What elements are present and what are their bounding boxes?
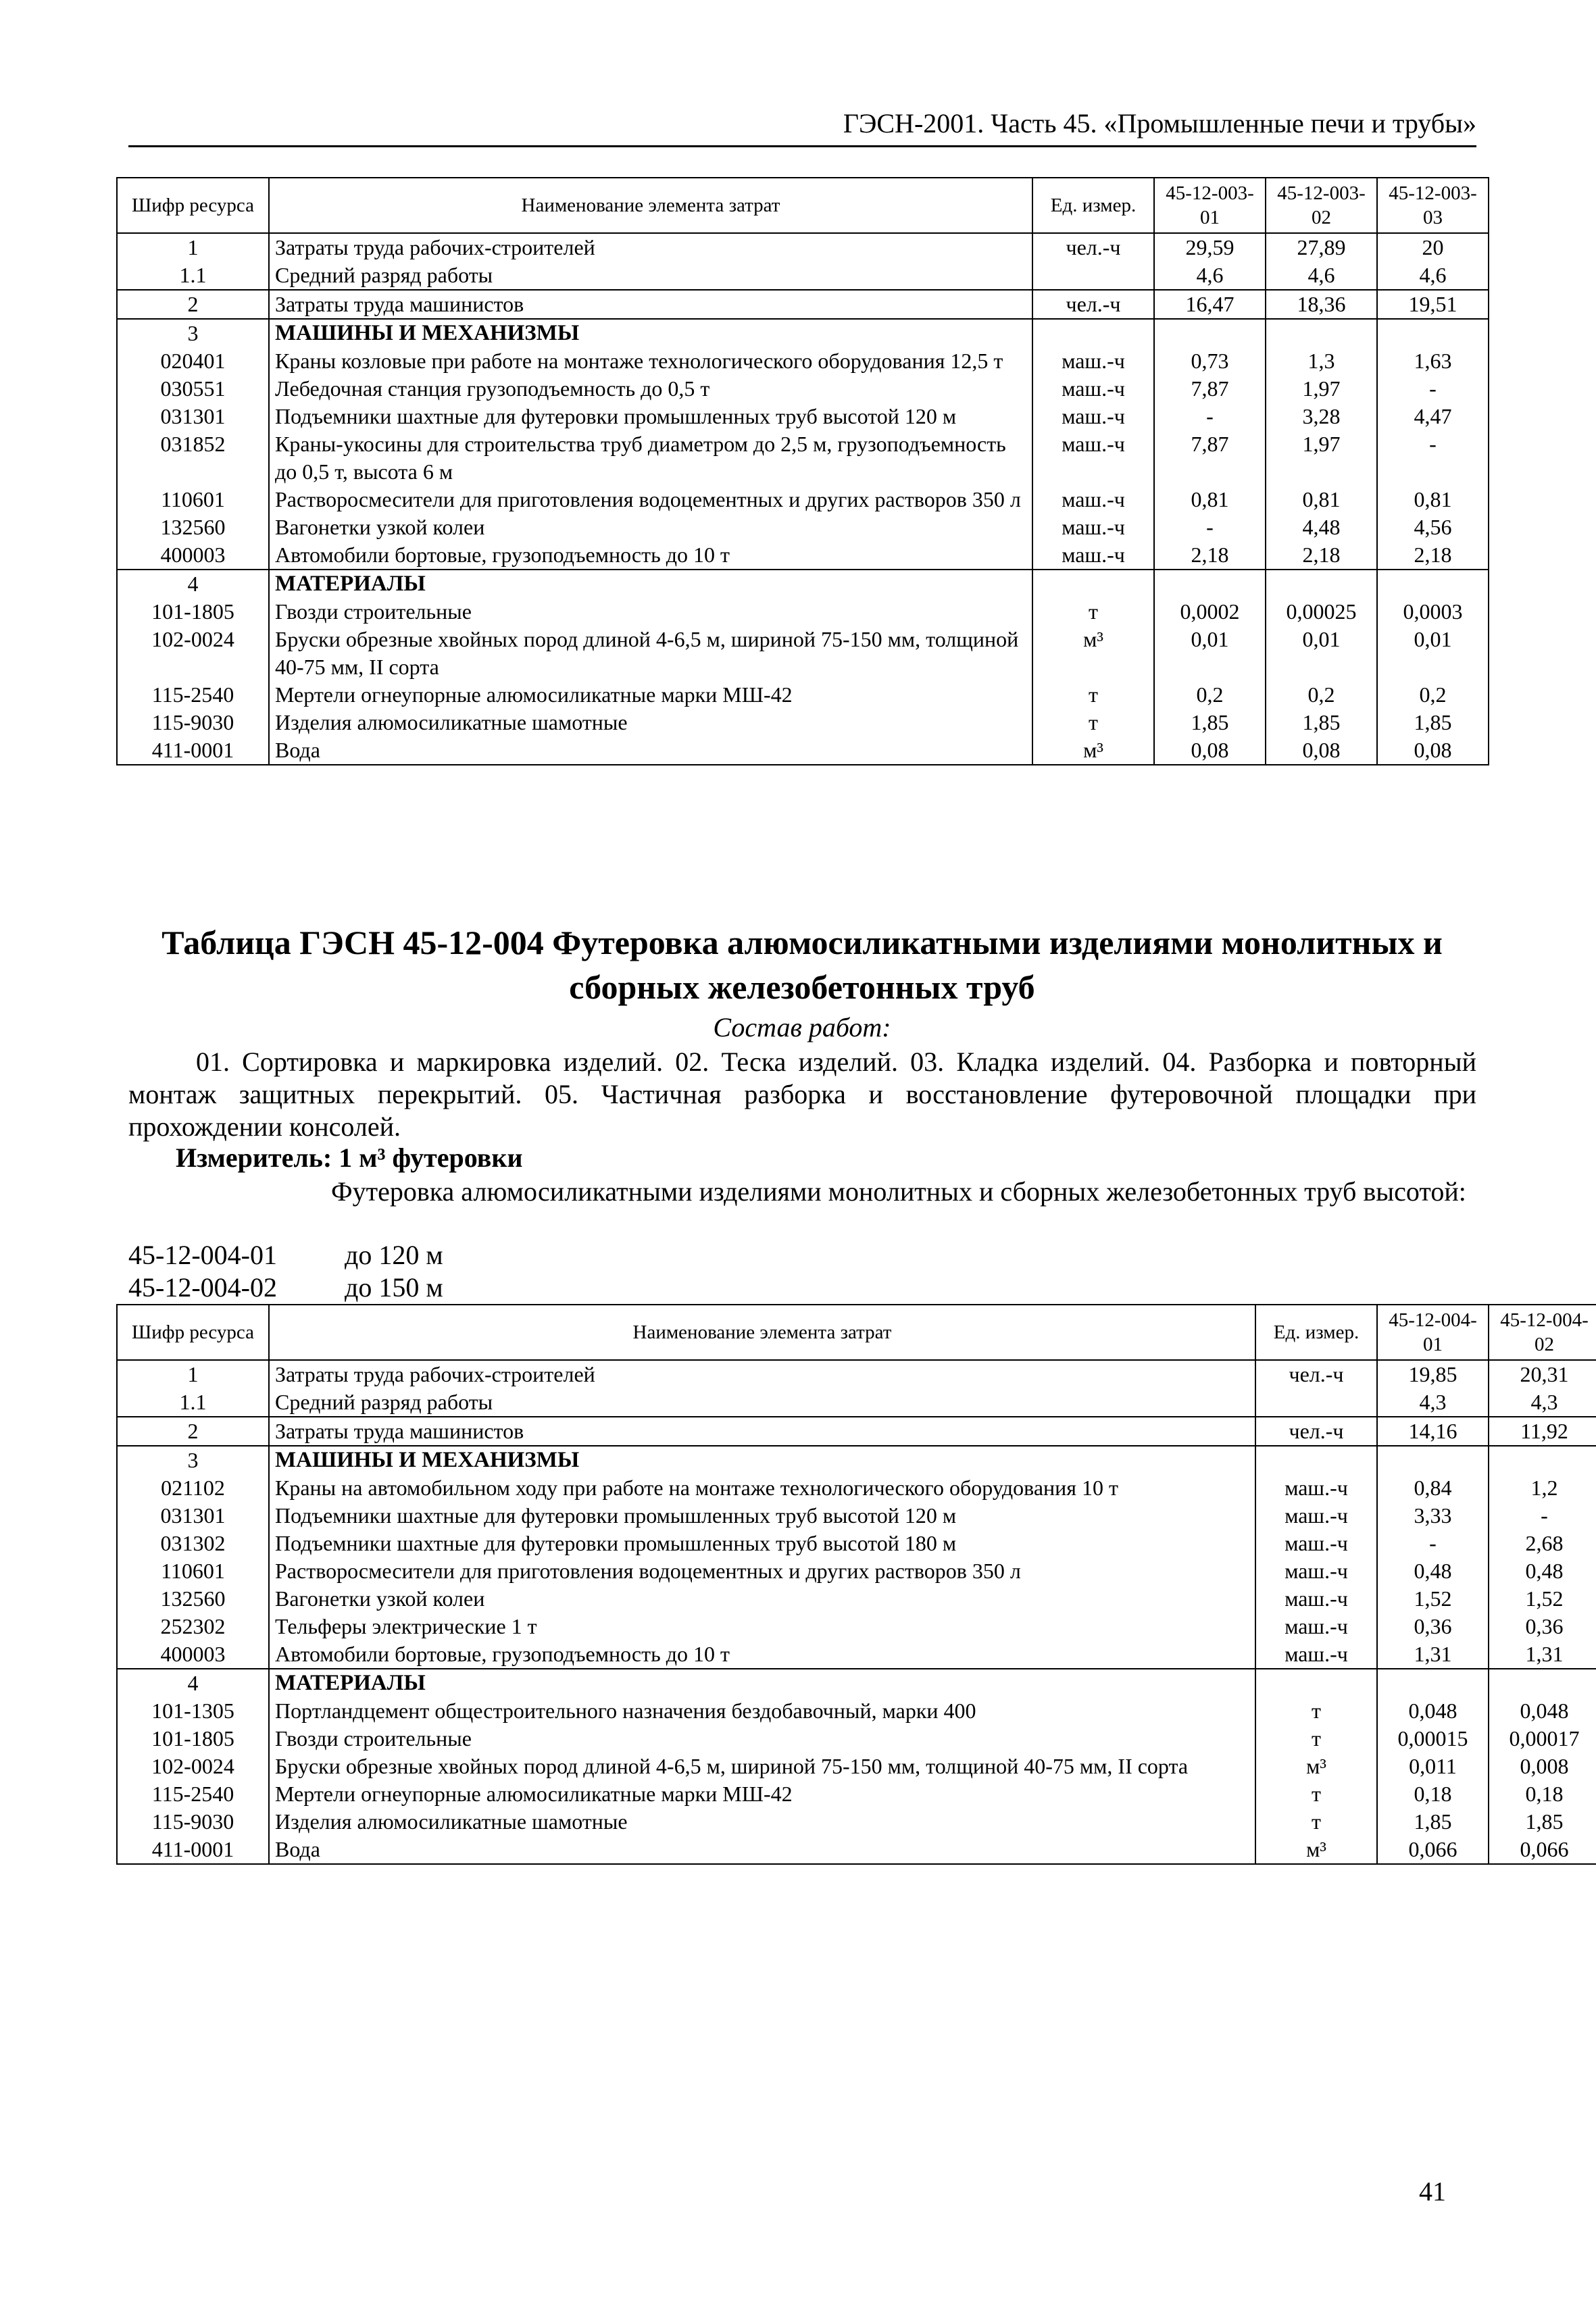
table-row [117, 1530, 1596, 1557]
resource-code: 030551 [117, 375, 269, 403]
resource-unit: т [1032, 681, 1154, 709]
header-column: 45-12-003-02 [1266, 178, 1377, 233]
resource-value: 0,08 [1154, 736, 1266, 765]
header-unit: Ед. измер. [1032, 178, 1154, 233]
resource-name: Затраты труда машинистов [269, 1417, 1255, 1446]
resource-value: 29,59 [1154, 233, 1266, 261]
resource-value [1489, 1669, 1596, 1697]
table-row [117, 1808, 1596, 1836]
resource-code: 031301 [117, 403, 269, 430]
resource-code: 4 [117, 1669, 269, 1697]
resource-value [1489, 1446, 1596, 1474]
table-row [117, 1474, 1596, 1502]
resource-code: 102-0024 [117, 1753, 269, 1780]
resource-table-45-12-003 [116, 177, 1489, 765]
resource-value: 16,47 [1154, 290, 1266, 319]
resource-value: 0,81 [1154, 486, 1266, 513]
resource-value: 1,97 [1266, 375, 1377, 403]
resource-value: 0,36 [1489, 1613, 1596, 1640]
resource-unit: т [1255, 1725, 1377, 1753]
resource-value: 0,48 [1377, 1557, 1489, 1585]
resource-code: 3 [117, 319, 269, 347]
resource-code: 132560 [117, 513, 269, 541]
resource-value: 0,81 [1377, 486, 1489, 513]
table-row [117, 1836, 1596, 1864]
resource-value: 1,85 [1377, 709, 1489, 736]
table-row [117, 1557, 1596, 1585]
resource-unit: т [1255, 1808, 1377, 1836]
resource-name: Вагонетки узкой колеи [269, 513, 1032, 541]
table-row [117, 1725, 1596, 1753]
resource-unit: маш.-ч [1255, 1474, 1377, 1502]
resource-value: 19,51 [1377, 290, 1489, 319]
header-column: 45-12-004-02 [1489, 1305, 1596, 1360]
resource-name: Гвозди строительные [269, 1725, 1255, 1753]
resource-value: 3,28 [1266, 403, 1377, 430]
resource-unit: маш.-ч [1032, 375, 1154, 403]
resource-value: 0,73 [1154, 347, 1266, 375]
variant-code: 45-12-004-01 [128, 1240, 277, 1270]
resource-unit: чел.-ч [1032, 233, 1154, 261]
table-row [117, 347, 1489, 375]
variant-code: 45-12-004-02 [128, 1272, 277, 1303]
resource-unit: маш.-ч [1255, 1557, 1377, 1585]
header-column: 45-12-003-01 [1154, 178, 1266, 233]
resource-code: 031302 [117, 1530, 269, 1557]
resource-value: 18,36 [1266, 290, 1377, 319]
resource-unit [1032, 570, 1154, 598]
resource-value: 7,87 [1154, 375, 1266, 403]
header-column: 45-12-003-03 [1377, 178, 1489, 233]
table-row [117, 736, 1489, 765]
table-row [117, 430, 1489, 486]
resource-value: 0,008 [1489, 1753, 1596, 1780]
resource-code: 2 [117, 1417, 269, 1446]
resource-name: Краны-укосины для строительства труб диаметром до 2,5 м, грузоподъемность до 0,5 т, высота 6 м [269, 430, 1032, 486]
table-header-row [117, 178, 1489, 233]
resource-name: Краны козловые при работе на монтаже технологического оборудования 12,5 т [269, 347, 1032, 375]
variant-row [128, 1239, 443, 1272]
resource-name: Изделия алюмосиликатные шамотные [269, 1808, 1255, 1836]
resource-code: 400003 [117, 541, 269, 570]
resource-value: 0,01 [1266, 626, 1377, 681]
resource-value: 2,18 [1154, 541, 1266, 570]
resource-name: Бруски обрезные хвойных пород длиной 4-6,5 м, шириной 75-150 мм, толщиной 40-75 мм, II сорта [269, 626, 1032, 681]
resource-name: Вода [269, 1836, 1255, 1864]
resource-value: 0,18 [1377, 1780, 1489, 1808]
resource-value: 1,31 [1489, 1640, 1596, 1669]
resource-unit: маш.-ч [1032, 513, 1154, 541]
resource-code: 110601 [117, 486, 269, 513]
table-row [117, 403, 1489, 430]
resource-unit: маш.-ч [1032, 541, 1154, 570]
variant-row [128, 1272, 443, 1304]
resource-unit: маш.-ч [1032, 430, 1154, 486]
resource-value: 1,85 [1489, 1808, 1596, 1836]
resource-value: 2,68 [1489, 1530, 1596, 1557]
resource-name: Мертели огнеупорные алюмосиликатные марки МШ-42 [269, 681, 1032, 709]
resource-name: Гвозди строительные [269, 598, 1032, 626]
resource-code: 411-0001 [117, 736, 269, 765]
variant-label: до 120 м [345, 1240, 443, 1270]
table-row [117, 261, 1489, 290]
resource-value: 1,85 [1266, 709, 1377, 736]
resource-name: Автомобили бортовые, грузоподъемность до 10 т [269, 1640, 1255, 1669]
resource-code: 1 [117, 233, 269, 261]
resource-value: 20,31 [1489, 1360, 1596, 1388]
resource-unit: м³ [1255, 1836, 1377, 1864]
resource-value [1377, 319, 1489, 347]
resource-value: 11,92 [1489, 1417, 1596, 1446]
table-row [117, 1669, 1596, 1697]
resource-code: 411-0001 [117, 1836, 269, 1864]
table-row [117, 233, 1489, 261]
resource-unit: чел.-ч [1255, 1360, 1377, 1388]
resource-value: 0,048 [1377, 1697, 1489, 1725]
resource-code: 115-9030 [117, 1808, 269, 1836]
resource-name: Растворосмесители для приготовления водоцементных и других растворов 350 л [269, 486, 1032, 513]
resource-value: - [1154, 403, 1266, 430]
resource-unit [1255, 1446, 1377, 1474]
resource-name: Подъемники шахтные для футеровки промышленных труб высотой 120 м [269, 1502, 1255, 1530]
resource-value: - [1154, 513, 1266, 541]
resource-code: 400003 [117, 1640, 269, 1669]
variant-label: до 150 м [345, 1272, 443, 1303]
resource-value [1154, 570, 1266, 598]
resource-unit [1032, 261, 1154, 290]
resource-value: 4,6 [1377, 261, 1489, 290]
resource-name: Затраты труда рабочих-строителей [269, 233, 1032, 261]
resource-value: 0,0002 [1154, 598, 1266, 626]
resource-value: 1,85 [1154, 709, 1266, 736]
resource-value: 0,08 [1377, 736, 1489, 765]
resource-value: 7,87 [1154, 430, 1266, 486]
table-row [117, 375, 1489, 403]
table-row [117, 1360, 1596, 1388]
resource-value: 27,89 [1266, 233, 1377, 261]
resource-unit: чел.-ч [1255, 1417, 1377, 1446]
resource-value: 0,2 [1266, 681, 1377, 709]
resource-unit: м³ [1032, 626, 1154, 681]
resource-name: Затраты труда рабочих-строителей [269, 1360, 1255, 1388]
resource-name: МАШИНЫ И МЕХАНИЗМЫ [269, 319, 1032, 347]
resource-value: 0,00025 [1266, 598, 1377, 626]
resource-value: 1,2 [1489, 1474, 1596, 1502]
resource-value: 0,066 [1377, 1836, 1489, 1864]
resource-name: Портландцемент общестроительного назначения бездобавочный, марки 400 [269, 1697, 1255, 1725]
resource-name: Подъемники шахтные для футеровки промышленных труб высотой 180 м [269, 1530, 1255, 1557]
table-row [117, 1446, 1596, 1474]
resource-code: 115-2540 [117, 681, 269, 709]
resource-code: 115-2540 [117, 1780, 269, 1808]
resource-value [1266, 319, 1377, 347]
resource-name: Затраты труда машинистов [269, 290, 1032, 319]
resource-code: 3 [117, 1446, 269, 1474]
table-header-row [117, 1305, 1596, 1360]
resource-value: 0,01 [1377, 626, 1489, 681]
resource-value: 1,3 [1266, 347, 1377, 375]
table-row [117, 570, 1489, 598]
running-header: ГЭСН-2001. Часть 45. «Промышленные печи и трубы» [128, 105, 1476, 147]
table-row [117, 513, 1489, 541]
resource-name: Тельферы электрические 1 т [269, 1613, 1255, 1640]
resource-name: Подъемники шахтные для футеровки промышленных труб высотой 120 м [269, 403, 1032, 430]
header-name: Наименование элемента затрат [269, 1305, 1255, 1360]
resource-unit: маш.-ч [1032, 347, 1154, 375]
table-row [117, 709, 1489, 736]
resource-name: Вагонетки узкой колеи [269, 1585, 1255, 1613]
resource-value: 1,52 [1377, 1585, 1489, 1613]
resource-value: - [1377, 430, 1489, 486]
resource-name: МАТЕРИАЛЫ [269, 1669, 1255, 1697]
resource-value: 4,6 [1154, 261, 1266, 290]
resource-value: 1,52 [1489, 1585, 1596, 1613]
resource-unit: т [1255, 1697, 1377, 1725]
resource-code: 1 [117, 1360, 269, 1388]
table-row [117, 486, 1489, 513]
table-row [117, 598, 1489, 626]
resource-name: МАТЕРИАЛЫ [269, 570, 1032, 598]
resource-value [1377, 570, 1489, 598]
resource-value: 2,18 [1377, 541, 1489, 570]
table-row [117, 319, 1489, 347]
resource-unit: маш.-ч [1255, 1640, 1377, 1669]
works-description: 01. Сортировка и маркировка изделий. 02. Теска изделий. 03. Кладка изделий. 04. Разборка и повторный монтаж защитных перекрытий. 05. Частичная разборка и восстановление футеровочной площадки при прохождении консолей. [128, 1047, 1476, 1142]
resource-unit: маш.-ч [1255, 1502, 1377, 1530]
composition-label: Состав работ: [713, 1012, 891, 1042]
resource-unit: м³ [1032, 736, 1154, 765]
resource-name: Бруски обрезные хвойных пород длиной 4-6,5 м, шириной 75-150 мм, толщиной 40-75 мм, II сорта [269, 1753, 1255, 1780]
resource-value: 0,00017 [1489, 1725, 1596, 1753]
resource-name: Средний разряд работы [269, 1388, 1255, 1417]
resource-code: 020401 [117, 347, 269, 375]
resource-unit: т [1032, 709, 1154, 736]
resource-value: 3,33 [1377, 1502, 1489, 1530]
resource-value: 1,97 [1266, 430, 1377, 486]
resource-value: 4,3 [1377, 1388, 1489, 1417]
resource-value: 0,00015 [1377, 1725, 1489, 1753]
resource-code: 1.1 [117, 261, 269, 290]
resource-value [1377, 1669, 1489, 1697]
resource-value: 4,3 [1489, 1388, 1596, 1417]
resource-code: 4 [117, 570, 269, 598]
section-title: Таблица ГЭСН 45-12-004 Футеровка алюмосиликатными изделиями монолитных и сборных железобетонных труб [161, 924, 1443, 1006]
header-code: Шифр ресурса [117, 1305, 269, 1360]
resource-name: Автомобили бортовые, грузоподъемность до 10 т [269, 541, 1032, 570]
resource-value: 0,048 [1489, 1697, 1596, 1725]
resource-code: 101-1805 [117, 1725, 269, 1753]
resource-unit: м³ [1255, 1753, 1377, 1780]
resource-value: 0,01 [1154, 626, 1266, 681]
table-row [117, 1585, 1596, 1613]
table-row [117, 1780, 1596, 1808]
resource-name: Средний разряд работы [269, 261, 1032, 290]
resource-value: - [1377, 1530, 1489, 1557]
resource-value [1154, 319, 1266, 347]
resource-code: 115-9030 [117, 709, 269, 736]
resource-code: 132560 [117, 1585, 269, 1613]
resource-unit: чел.-ч [1032, 290, 1154, 319]
resource-value: 1,31 [1377, 1640, 1489, 1669]
resource-value: 0,81 [1266, 486, 1377, 513]
resource-unit: маш.-ч [1032, 403, 1154, 430]
resource-unit: т [1032, 598, 1154, 626]
table-row [117, 1697, 1596, 1725]
resource-value: 0,066 [1489, 1836, 1596, 1864]
resource-value: - [1377, 375, 1489, 403]
resource-unit [1255, 1388, 1377, 1417]
resource-value: 20 [1377, 233, 1489, 261]
table-row [117, 1640, 1596, 1669]
resource-value: 4,48 [1266, 513, 1377, 541]
resource-code: 031852 [117, 430, 269, 486]
resource-value: 2,18 [1266, 541, 1377, 570]
resource-name: МАШИНЫ И МЕХАНИЗМЫ [269, 1446, 1255, 1474]
resource-name: Мертели огнеупорные алюмосиликатные марки МШ-42 [269, 1780, 1255, 1808]
resource-value: 0,84 [1377, 1474, 1489, 1502]
resource-code: 102-0024 [117, 626, 269, 681]
resource-unit: т [1255, 1780, 1377, 1808]
resource-value: 0,0003 [1377, 598, 1489, 626]
resource-name: Лебедочная станция грузоподъемность до 0,5 т [269, 375, 1032, 403]
page-number: 41 [1419, 2176, 1446, 2207]
resource-unit [1032, 319, 1154, 347]
resource-code: 110601 [117, 1557, 269, 1585]
table-row [117, 541, 1489, 570]
resource-code: 2 [117, 290, 269, 319]
table-row [117, 1388, 1596, 1417]
resource-unit: маш.-ч [1255, 1613, 1377, 1640]
resource-code: 101-1805 [117, 598, 269, 626]
table-row [117, 1417, 1596, 1446]
resource-code: 101-1305 [117, 1697, 269, 1725]
resource-value: 14,16 [1377, 1417, 1489, 1446]
resource-unit: маш.-ч [1255, 1585, 1377, 1613]
table-row [117, 626, 1489, 681]
header-name: Наименование элемента затрат [269, 178, 1032, 233]
resource-value [1266, 570, 1377, 598]
resource-value: 4,6 [1266, 261, 1377, 290]
resource-code: 031301 [117, 1502, 269, 1530]
resource-code: 021102 [117, 1474, 269, 1502]
header-unit: Ед. измер. [1255, 1305, 1377, 1360]
table-row [117, 1502, 1596, 1530]
resource-value: - [1489, 1502, 1596, 1530]
resource-value [1377, 1446, 1489, 1474]
resource-value: 4,56 [1377, 513, 1489, 541]
resource-unit: маш.-ч [1255, 1530, 1377, 1557]
resource-value: 0,011 [1377, 1753, 1489, 1780]
resource-unit [1255, 1669, 1377, 1697]
resource-code: 1.1 [117, 1388, 269, 1417]
resource-code: 252302 [117, 1613, 269, 1640]
table-row [117, 1753, 1596, 1780]
resource-value: 19,85 [1377, 1360, 1489, 1388]
table-row [117, 290, 1489, 319]
meter-description: Футеровка алюмосиликатными изделиями монолитных и сборных железобетонных труб высотой: [331, 1176, 1466, 1207]
resource-name: Изделия алюмосиликатные шамотные [269, 709, 1032, 736]
resource-value: 0,2 [1154, 681, 1266, 709]
resource-value: 0,18 [1489, 1780, 1596, 1808]
resource-table-45-12-004 [116, 1304, 1596, 1865]
table-row [117, 681, 1489, 709]
header-column: 45-12-004-01 [1377, 1305, 1489, 1360]
header-code: Шифр ресурса [117, 178, 269, 233]
resource-value: 1,85 [1377, 1808, 1489, 1836]
resource-name: Растворосмесители для приготовления водоцементных и других растворов 350 л [269, 1557, 1255, 1585]
resource-name: Вода [269, 736, 1032, 765]
resource-value: 4,47 [1377, 403, 1489, 430]
resource-value: 1,63 [1377, 347, 1489, 375]
resource-value: 0,2 [1377, 681, 1489, 709]
resource-value: 0,36 [1377, 1613, 1489, 1640]
table-row [117, 1613, 1596, 1640]
resource-value: 0,48 [1489, 1557, 1596, 1585]
meter-label: Измеритель: 1 м³ футеровки [176, 1142, 523, 1173]
resource-name: Краны на автомобильном ходу при работе на монтаже технологического оборудования 10 т [269, 1474, 1255, 1502]
resource-unit: маш.-ч [1032, 486, 1154, 513]
resource-value: 0,08 [1266, 736, 1377, 765]
